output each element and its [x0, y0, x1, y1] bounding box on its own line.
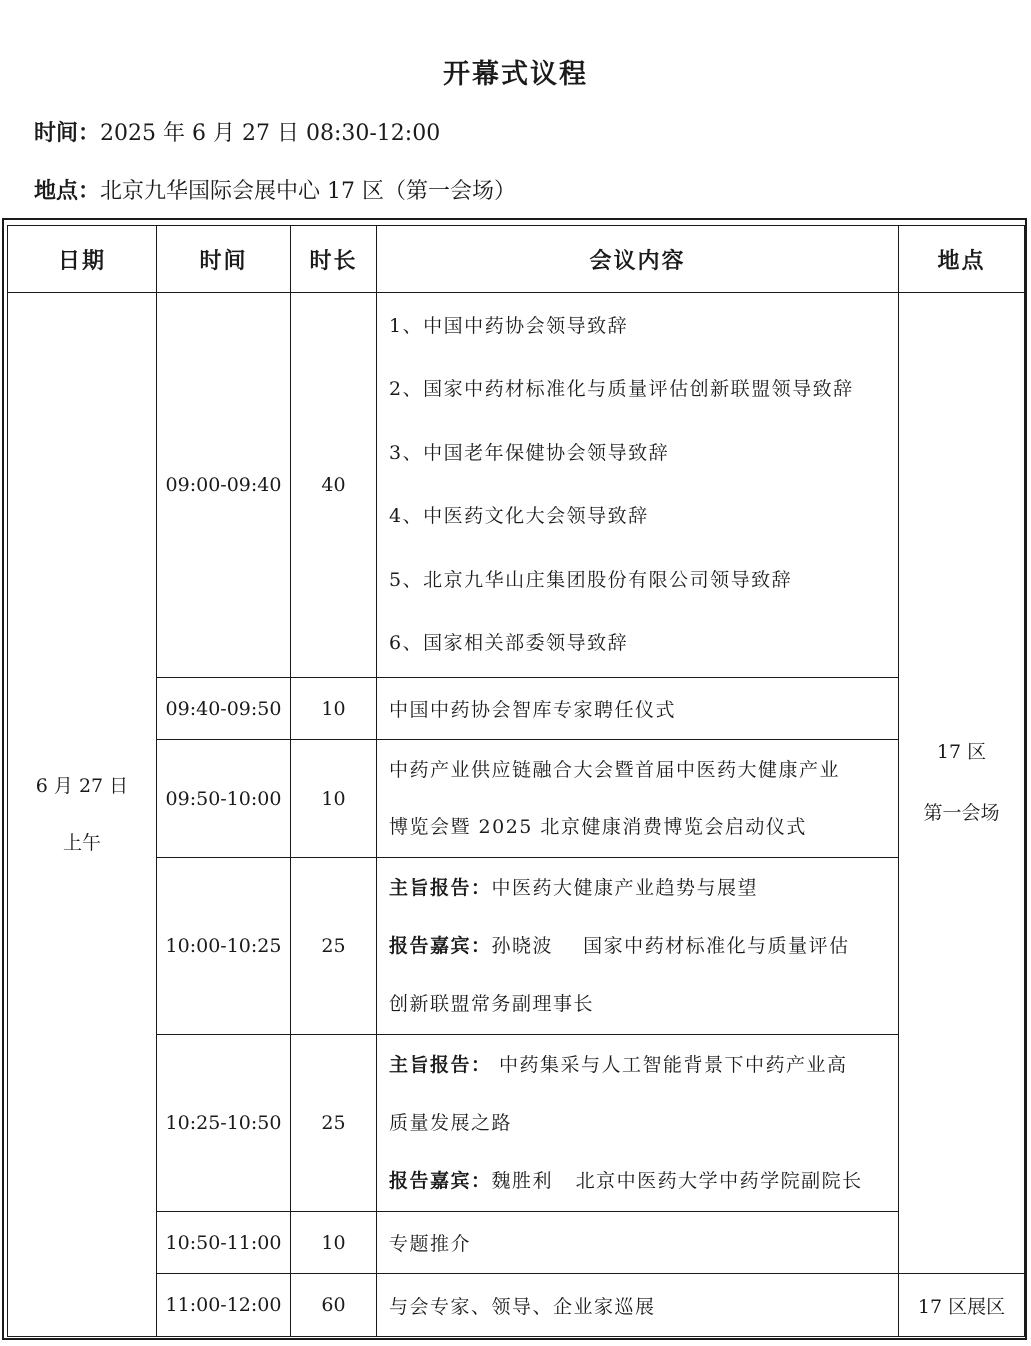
duration-cell: 10	[291, 740, 377, 858]
time-cell: 09:00-09:40	[157, 293, 291, 678]
table-row	[8, 678, 1025, 740]
header-date: 日期	[8, 226, 157, 293]
guest-label: 报告嘉宾：	[389, 1170, 492, 1192]
meeting-time	[34, 116, 440, 147]
table-row	[8, 740, 1025, 858]
guest-line	[389, 1152, 890, 1210]
place-label: 地点：	[34, 179, 101, 204]
keynote-title: 中医药大健康产业趋势与展望	[491, 877, 759, 899]
content-line: 中药产业供应链融合大会暨首届中医药大健康产业	[389, 758, 841, 781]
header-location: 地点	[899, 226, 1025, 293]
meeting-place	[34, 174, 516, 205]
guest-text: 孙晓波 国家中药材标准化与质量评估	[491, 935, 850, 957]
time-cell: 10:25-10:50	[157, 1035, 291, 1212]
header-time: 时间	[157, 226, 291, 293]
keynote-title: 中药集采与人工智能背景下中药产业高	[491, 1054, 848, 1076]
date-cell	[8, 293, 157, 1337]
header-content: 会议内容	[377, 226, 899, 293]
table-row	[8, 1274, 1025, 1337]
duration-cell: 40	[291, 293, 377, 678]
page-title: 开幕式议程	[443, 59, 588, 90]
time-value: 2025 年 6 月 27 日 08:30-12:00	[100, 121, 441, 146]
content-cell	[377, 740, 899, 858]
date-line-2: 上午	[62, 831, 101, 854]
keynote-line	[389, 859, 890, 917]
table-header-row	[8, 226, 1025, 293]
content-text: 专题推介	[389, 1233, 472, 1255]
speech-item: 4、中医药文化大会领导致辞	[389, 505, 649, 527]
time-label: 时间：	[34, 121, 101, 146]
duration-cell: 25	[291, 1035, 377, 1212]
table-row	[8, 1035, 1025, 1212]
content-cell	[377, 678, 899, 740]
keynote-line-continued: 质量发展之路	[389, 1112, 513, 1134]
guest-line	[389, 917, 890, 975]
content-cell	[377, 858, 899, 1035]
header-duration: 时长	[291, 226, 377, 293]
location-cell	[899, 293, 1025, 1274]
content-line: 博览会暨 2025 北京健康消费博览会启动仪式	[389, 815, 807, 838]
content-cell	[377, 293, 899, 678]
table-row	[8, 293, 1025, 678]
duration-cell: 25	[291, 858, 377, 1035]
location-cell-exhibit: 17 区展区	[899, 1274, 1025, 1337]
content-text: 与会专家、领导、企业家巡展	[389, 1295, 656, 1318]
time-cell: 09:40-09:50	[157, 678, 291, 740]
guest-text: 魏胜利 北京中医药大学中药学院副院长	[491, 1170, 863, 1192]
content-cell	[377, 1212, 899, 1274]
content-text: 中国中药协会智库专家聘任仪式	[389, 699, 677, 721]
duration-cell: 10	[291, 1212, 377, 1274]
table-row	[8, 858, 1025, 1035]
guest-line-continued: 创新联盟常务副理事长	[389, 993, 595, 1015]
time-cell: 10:00-10:25	[157, 858, 291, 1035]
location-line-2: 第一会场	[923, 802, 1000, 824]
agenda-table	[7, 225, 1025, 1337]
time-cell: 09:50-10:00	[157, 740, 291, 858]
keynote-line	[389, 1036, 890, 1094]
content-cell	[377, 1274, 899, 1337]
content-cell	[377, 1035, 899, 1212]
keynote-label: 主旨报告：	[389, 1054, 492, 1076]
speech-item: 3、中国老年保健协会领导致辞	[389, 441, 670, 464]
keynote-label: 主旨报告：	[389, 877, 492, 899]
speech-item: 1、中国中药协会领导致辞	[389, 314, 629, 337]
speech-item: 5、北京九华山庄集团股份有限公司领导致辞	[389, 568, 793, 591]
speech-item: 6、国家相关部委领导致辞	[389, 632, 629, 654]
duration-cell: 60	[291, 1274, 377, 1337]
place-value: 北京九华国际会展中心 17 区（第一会场）	[100, 179, 516, 204]
table-row	[8, 1212, 1025, 1274]
time-cell: 10:50-11:00	[157, 1212, 291, 1274]
duration-cell: 10	[291, 678, 377, 740]
speech-item: 2、国家中药材标准化与质量评估创新联盟领导致辞	[389, 378, 854, 400]
location-line-1: 17 区	[936, 741, 987, 763]
date-line-1: 6 月 27 日	[35, 774, 129, 797]
time-cell: 11:00-12:00	[157, 1274, 291, 1337]
guest-label: 报告嘉宾：	[389, 935, 492, 957]
